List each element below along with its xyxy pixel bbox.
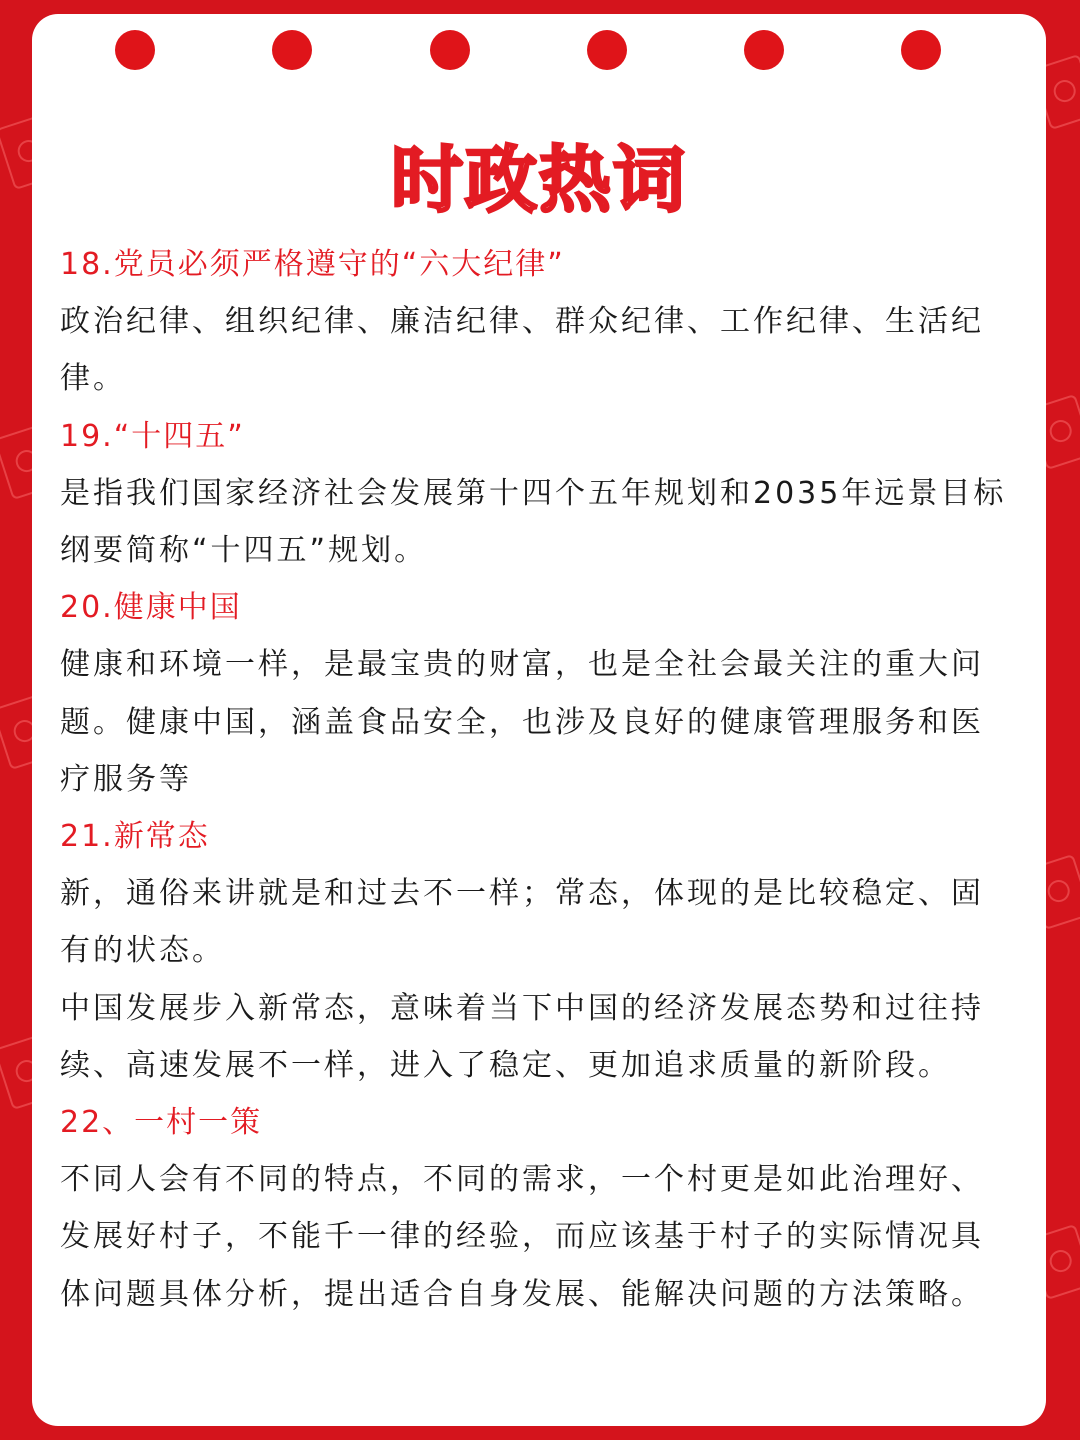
body-line: 律。 [60,361,126,397]
binder-hole [587,30,627,70]
binder-hole [901,30,941,70]
section-heading-20: 20.健康中国 [60,590,242,626]
document-body [60,236,1020,1323]
binder-hole [115,30,155,70]
binder-hole [744,30,784,70]
page-title: 时政热词 [390,138,687,222]
binder-hole [430,30,470,70]
body-line: 中国发展步入新常态，意味着当下中国的经济发展态势和过往持 [60,990,984,1026]
body-line: 发展好村子，不能千一律的经验，而应该基于村子的实际情况具 [60,1219,984,1255]
section-heading-18: 18.党员必须严格遵守的“六大纪律” [60,247,565,282]
body-line: 疗服务等 [60,761,192,797]
binder-hole [272,30,312,70]
section-heading-19: 19.“十四五” [60,418,245,454]
body-line: 是指我们国家经济社会发展第十四个五年规划和2035年远景目标 [60,475,1007,511]
body-line: 题。健康中国，涵盖食品安全，也涉及良好的健康管理服务和医 [60,704,984,740]
body-line: 新，通俗来讲就是和过去不一样；常态，体现的是比较稳定、固 [60,876,984,912]
body-line: 体问题具体分析，提出适合自身发展、能解决问题的方法策略。 [60,1276,984,1312]
section-heading-21: 21.新常态 [60,819,210,855]
body-line: 健康和环境一样，是最宝贵的财富，也是全社会最关注的重大问 [60,647,984,683]
body-line: 纲要简称“十四五”规划。 [60,533,428,569]
body-line: 有的状态。 [60,933,225,969]
content-card [32,14,1046,1426]
body-line: 续、高速发展不一样，进入了稳定、更加追求质量的新阶段。 [60,1047,951,1083]
body-line: 政治纪律、组织纪律、廉洁纪律、群众纪律、工作纪律、生活纪 [60,304,984,340]
section-heading-22: 22、一村一策 [60,1105,263,1141]
body-line: 不同人会有不同的特点，不同的需求，一个村更是如此治理好、 [60,1162,984,1198]
